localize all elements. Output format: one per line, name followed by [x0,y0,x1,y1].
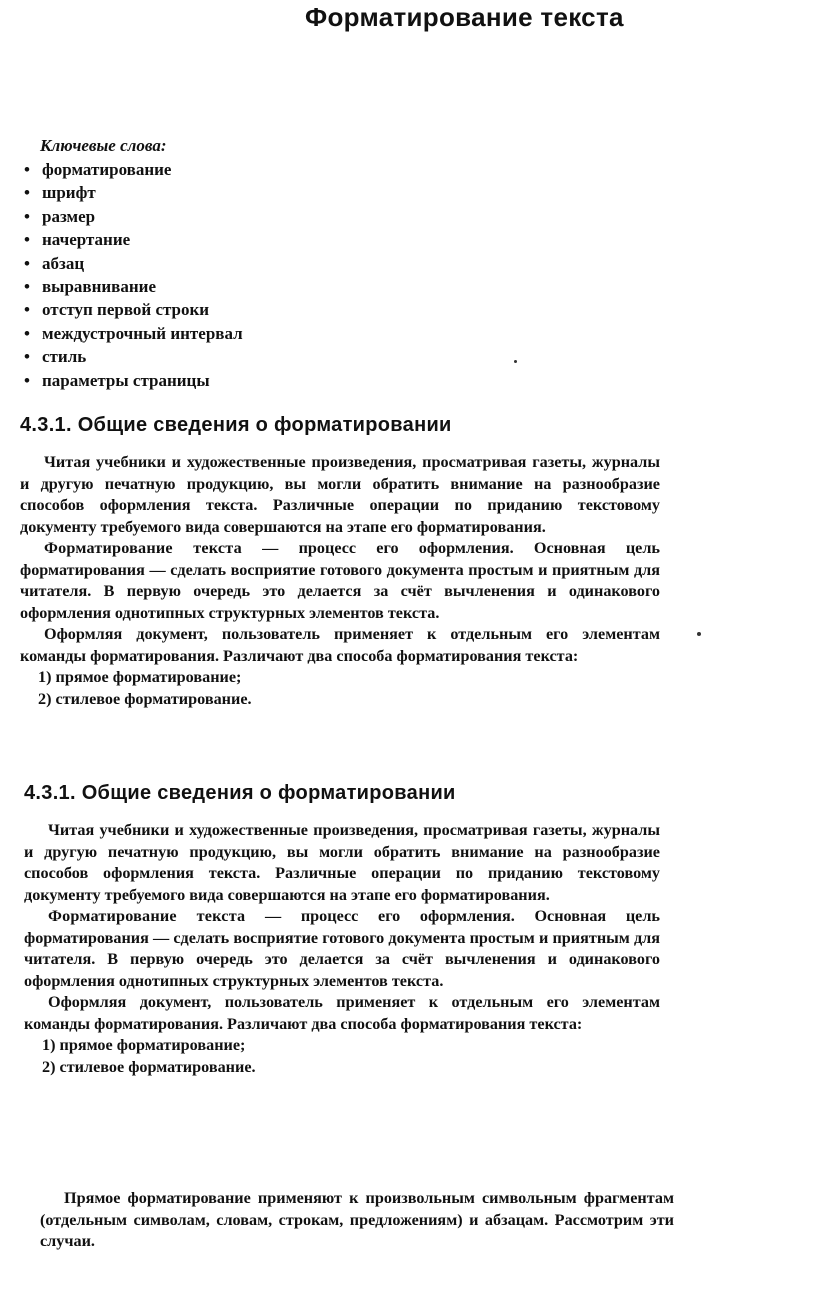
paragraph-text: применяют к произвольным символьным фрагментам (отдельным символам, словам, строкам, предложениям) и абзацам. Рассмотрим эти случаи. [40,1189,674,1250]
keyword-item: • выравнивание [24,275,243,298]
section-formatting-overview [20,412,660,710]
term-definition: Форматирование текста [44,539,242,557]
section-heading: 4.3.1. Общие сведения о форматировании [24,782,456,804]
section-formatting-overview-copy [24,780,660,1078]
section-heading: 4.3.1. Общие сведения о форматировании [20,414,452,436]
keyword-item: • размер [24,205,243,228]
direct-formatting-paragraph [40,1188,674,1253]
paragraph-text: — процесс его оформления. Основная цель форматирования — сделать восприятие готового документа простым и приятным для читателя. В первую очередь это делается за счёт вычленения и одинакового оформления однотипных структурных элементов текста. [24,907,660,990]
scan-speck [697,632,701,636]
list-item: 2) стилевое форматирование. [42,1057,256,1076]
paragraph [24,906,660,992]
keyword-item: • стиль [24,345,243,368]
paragraph-text: — процесс его оформления. Основная цель форматирования — сделать восприятие готового документа простым и приятным для читателя. В первую очередь это делается за счёт вычленения и одинакового оформления однотипных структурных элементов текста. [20,539,660,622]
keywords-heading: Ключевые слова: [40,136,167,155]
keyword-item: • отступ первой строки [24,298,243,321]
keyword-item: • форматирование [24,158,243,181]
keyword-item: • абзац [24,252,243,275]
list-item: 1) прямое форматирование; [42,1036,246,1054]
keywords-block [24,134,243,392]
list-item: 2) стилевое форматирование. [38,689,252,708]
paragraph: Оформляя документ, пользователь применяет к отдельным его элементам команды форматирования. Различают два способа форматирования текста: [20,625,660,665]
paragraph [20,538,660,624]
page-title: Форматирование текста [305,2,624,32]
keyword-item: • параметры страницы [24,369,243,392]
term-definition: Прямое форматирование [64,1189,251,1207]
list-item: 1) прямое форматирование; [38,668,242,686]
keyword-item: • междустрочный интервал [24,322,243,345]
paragraph [40,1188,674,1253]
paragraph: Оформляя документ, пользователь применяет к отдельным его элементам команды форматирования. Различают два способа форматирования текста: [24,993,660,1033]
keyword-item: • шрифт [24,181,243,204]
keywords-list [24,158,243,392]
paragraph: Читая учебники и художественные произведения, просматривая газеты, журналы и другую печатную продукцию, вы могли обратить внимание на разнообразие способов оформления текста. Различные операции по приданию текстовому документу требуемого вида совершаются на этапе его форматирования. [24,821,660,904]
scan-speck [514,360,517,363]
keyword-item: • начертание [24,228,243,251]
paragraph: Читая учебники и художественные произведения, просматривая газеты, журналы и другую печатную продукцию, вы могли обратить внимание на разнообразие способов оформления текста. Различные операции по приданию текстовому документу требуемого вида совершаются на этапе его форматирования. [20,453,660,536]
term-definition: Форматирование текста [48,907,246,925]
